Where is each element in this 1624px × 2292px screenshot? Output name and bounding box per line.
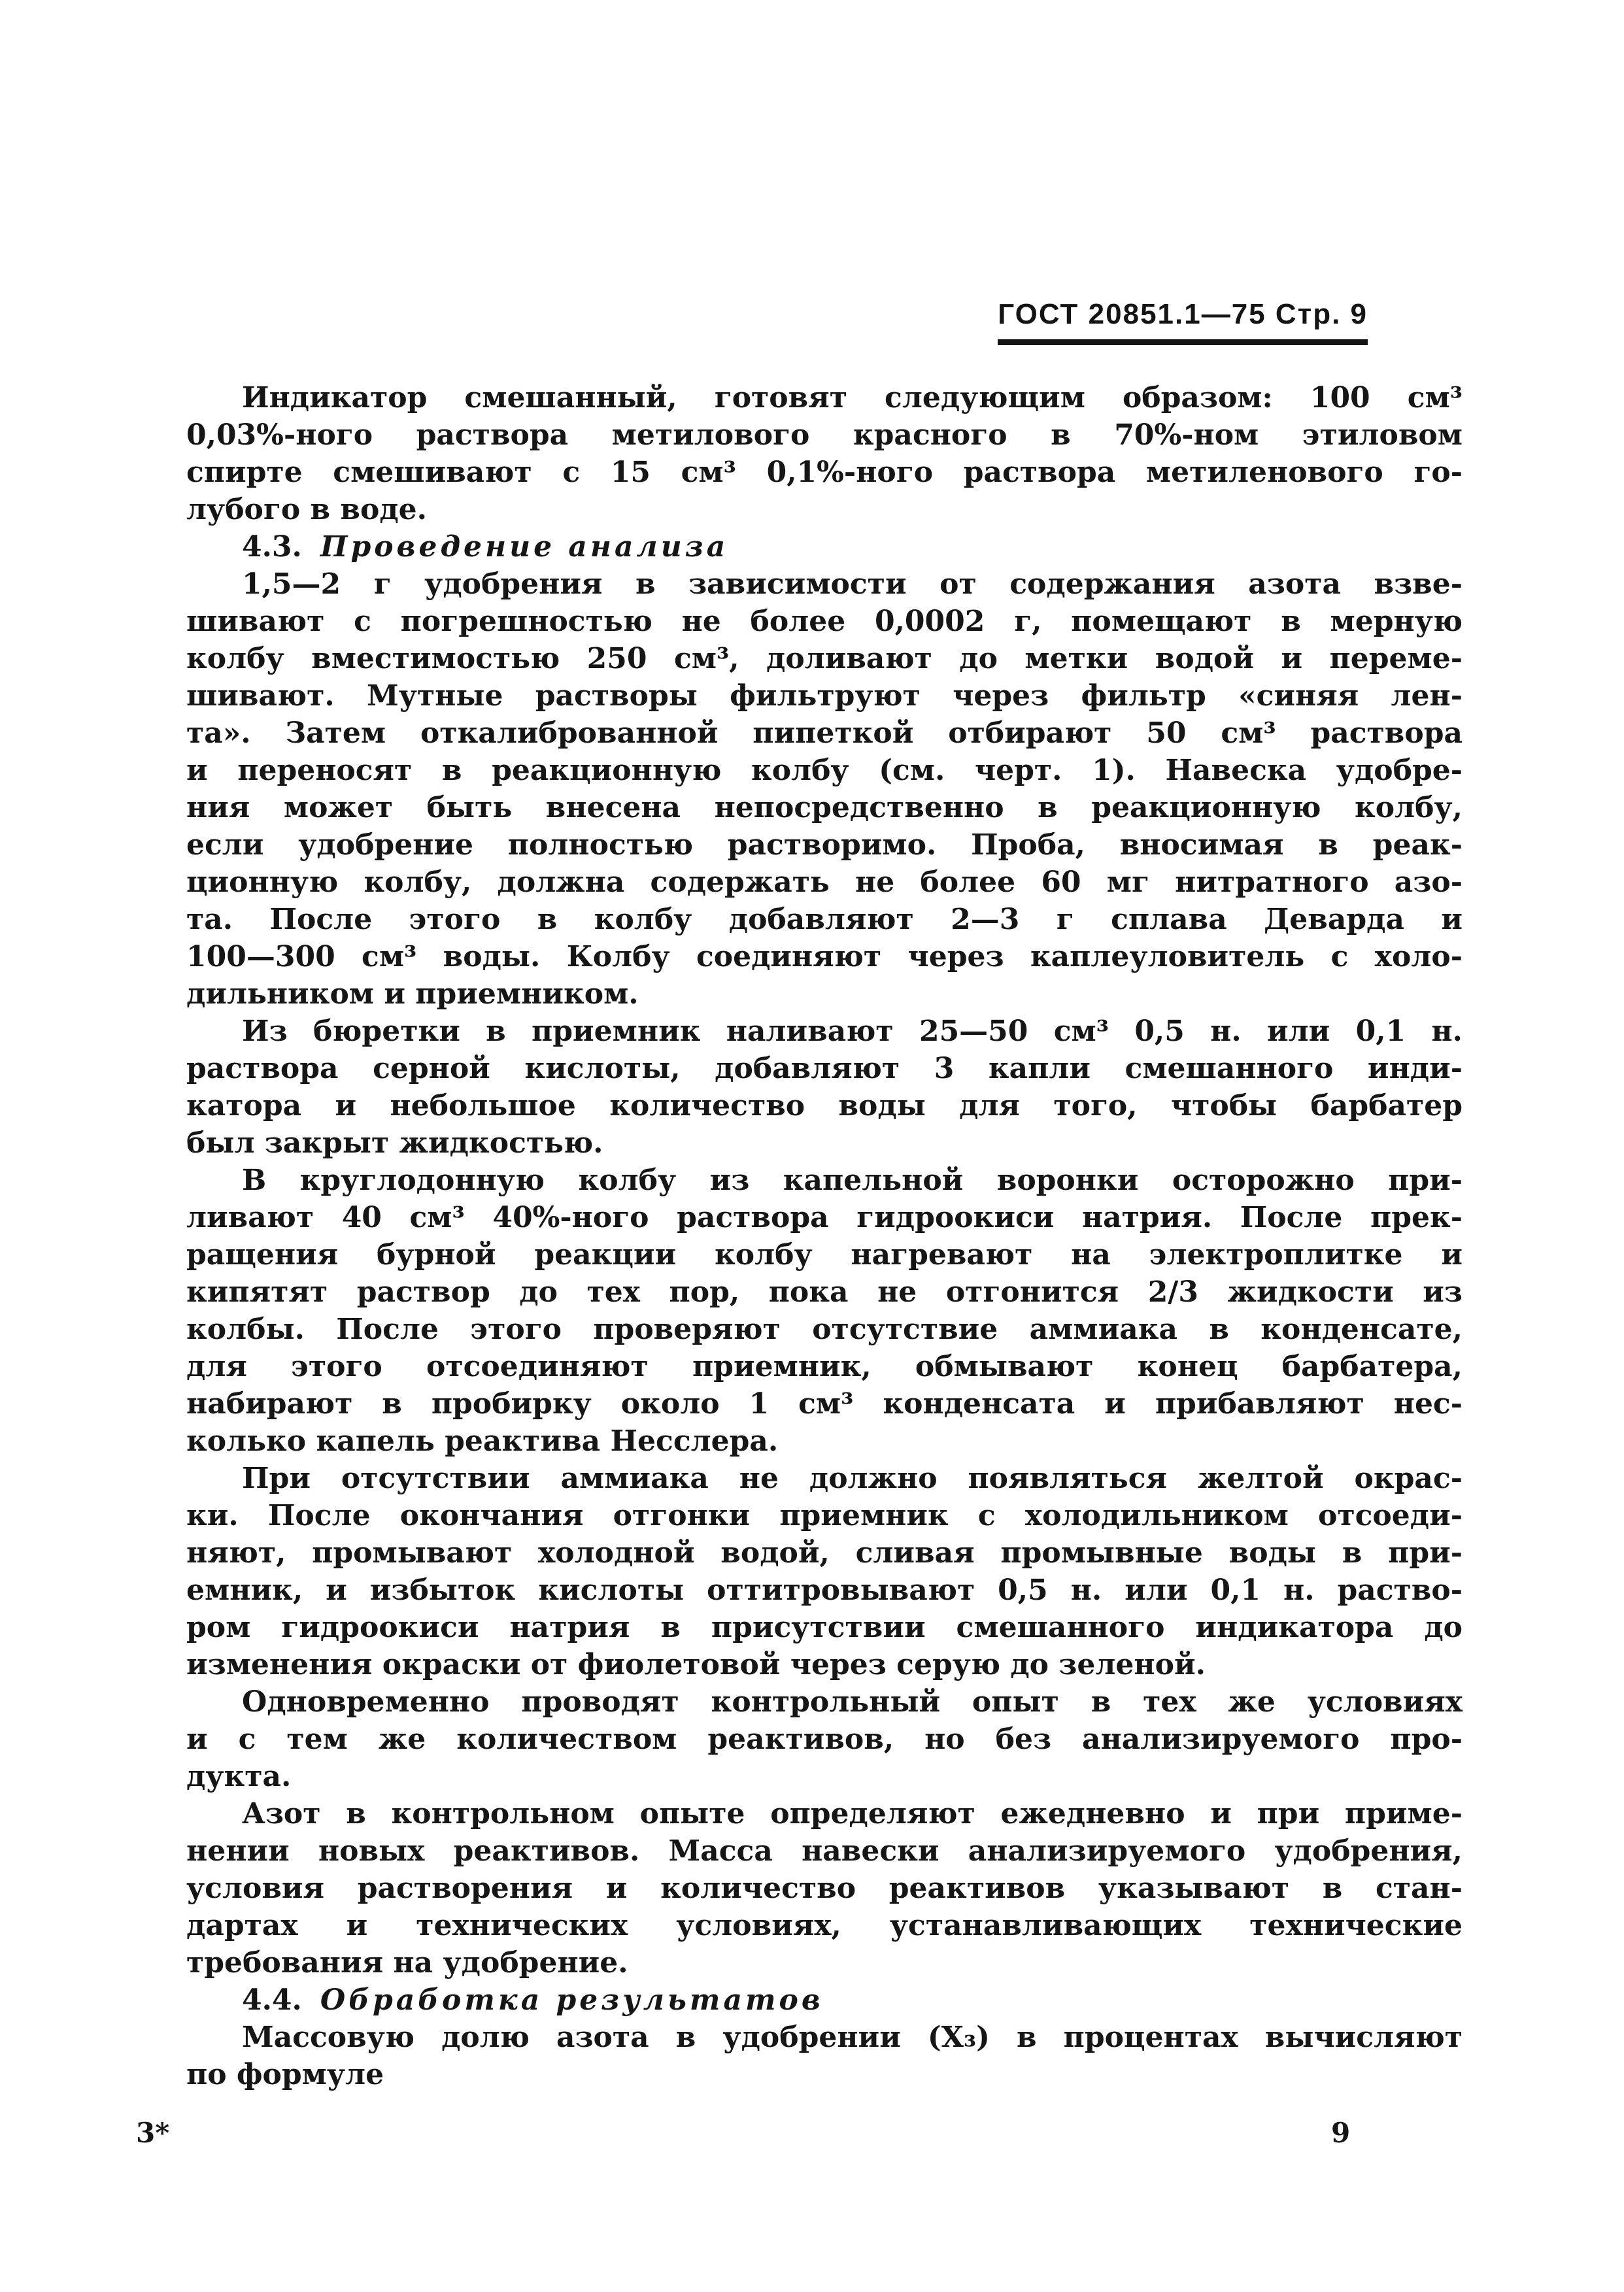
text-line: та. После этого в колбу добавляют 2—3 г сплава Деварда и — [186, 903, 1463, 936]
text-line: раствора серной кислоты, добавляют 3 капли смешанного инди- — [186, 1052, 1463, 1085]
section-heading — [186, 1981, 1463, 2019]
text-line: та». Затем откалиброванной пипеткой отбирают 50 см³ раствора — [186, 716, 1463, 750]
text-line: шивают. Мутные растворы фильтруют через фильтр «синяя лен- — [186, 679, 1463, 713]
text-line: 0,03%-ного раствора метилового красного в 70%-ном этиловом — [186, 418, 1463, 452]
heading-number: 4.3. — [242, 530, 302, 564]
text-line: по формуле — [186, 2058, 384, 2091]
text-line: лубого в воде. — [186, 493, 427, 526]
text-line: дартах и технических условиях, устанавливающих технические — [186, 1909, 1463, 1942]
paragraph — [186, 1795, 1463, 1981]
text-line: Индикатор смешанный, готовят следующим образом: 100 см³ — [242, 381, 1463, 414]
heading-title: Проведение анализа — [320, 530, 729, 564]
text-line: ливают 40 см³ 40%-ного раствора гидроокиси натрия. После прек- — [186, 1201, 1463, 1234]
text-line: ки. После окончания отгонки приемник с холодильником отсоеди- — [186, 1499, 1463, 1532]
text-line: требования на удобрение. — [186, 1946, 628, 1980]
footer-signature: 3* — [136, 2117, 170, 2149]
page-number: 9 — [1331, 2117, 1351, 2149]
text-line: кипятят раствор до тех пор, пока не отгонится 2/3 жидкости из — [186, 1275, 1463, 1309]
text-line: Массовую долю азота в удобрении (Х₃) в процентах вычисляют — [242, 2021, 1463, 2054]
header-title: ГОСТ 20851.1—75 Стр. 9 — [998, 298, 1368, 330]
text-line: катора и небольшое количество воды для того, чтобы барбатер — [186, 1089, 1463, 1122]
paragraph — [186, 2019, 1463, 2093]
paragraph — [186, 1013, 1463, 1162]
text-line: няют, промывают холодной водой, сливая промывные воды в при- — [186, 1536, 1463, 1570]
text-line: был закрыт жидкостью. — [186, 1126, 603, 1160]
text-line: Одновременно проводят контрольный опыт в тех же условиях — [242, 1685, 1463, 1719]
text-line: 100—300 см³ воды. Колбу соединяют через каплеуловитель с холо- — [186, 940, 1463, 973]
heading-number: 4.4. — [242, 1983, 302, 2017]
paragraph — [186, 1460, 1463, 1683]
text-line: колбы. После этого проверяют отсутствие аммиака в конденсате, — [186, 1313, 1463, 1346]
text-line: Азот в контрольном опыте определяют ежедневно и при приме- — [242, 1797, 1463, 1830]
text-line — [186, 528, 1463, 565]
text-line: При отсутствии аммиака не должно появляться желтой окрас- — [242, 1462, 1463, 1495]
paragraph — [186, 1162, 1463, 1460]
paragraph — [186, 1683, 1463, 1795]
text-line: Из бюретки в приемник наливают 25—50 см³ 0,5 н. или 0,1 н. — [242, 1015, 1463, 1048]
text-line: если удобрение полностью растворимо. Проба, вносимая в реак- — [186, 828, 1463, 862]
text-line: и переносят в реакционную колбу (см. черт. 1). Навеска удобре- — [186, 754, 1463, 787]
text-line: колько капель реактива Несслера. — [186, 1424, 779, 1458]
text-line: изменения окраски от фиолетовой через серую до зеленой. — [186, 1648, 1206, 1681]
text-line: ционную колбу, должна содержать не более 60 мг нитратного азо- — [186, 866, 1463, 899]
text-line: спирте смешивают с 15 см³ 0,1%-ного раствора метиленового го- — [186, 456, 1463, 489]
text-line: и с тем же количеством реактивов, но без анализируемого про- — [186, 1723, 1463, 1756]
text-line: нении новых реактивов. Масса навески анализируемого удобрения, — [186, 1834, 1463, 1868]
text-line: дильником и приемником. — [186, 977, 639, 1011]
text-line: для этого отсоединяют приемник, обмывают конец барбатера, — [186, 1350, 1463, 1383]
paragraph — [186, 379, 1463, 528]
text-line: 1,5—2 г удобрения в зависимости от содержания азота взве- — [242, 567, 1463, 601]
text-line: набирают в пробирку около 1 см³ конденсата и прибавляют нес- — [186, 1387, 1463, 1421]
page-header — [998, 298, 1368, 345]
document-body — [186, 379, 1463, 2093]
paragraph — [186, 565, 1463, 1013]
text-line: емник, и избыток кислоты оттитровывают 0,5 н. или 0,1 н. раство- — [186, 1574, 1463, 1607]
text-line: шивают с погрешностью не более 0,0002 г, помещают в мерную — [186, 605, 1463, 638]
text-line: ром гидроокиси натрия в присутствии смешанного индикатора до — [186, 1611, 1463, 1644]
section-heading — [186, 528, 1463, 565]
text-line: ния может быть внесена непосредственно в реакционную колбу, — [186, 791, 1463, 824]
text-line — [186, 1981, 1463, 2019]
text-line: условия растворения и количество реактивов указывают в стан- — [186, 1872, 1463, 1905]
text-line: дукта. — [186, 1760, 292, 1793]
text-line: ращения бурной реакции колбу нагревают на электроплитке и — [186, 1238, 1463, 1272]
text-line: колбу вместимостью 250 см³, доливают до метки водой и переме- — [186, 642, 1463, 675]
text-line: В круглодонную колбу из капельной воронки осторожно при- — [242, 1164, 1463, 1197]
heading-title: Обработка результатов — [320, 1983, 824, 2017]
